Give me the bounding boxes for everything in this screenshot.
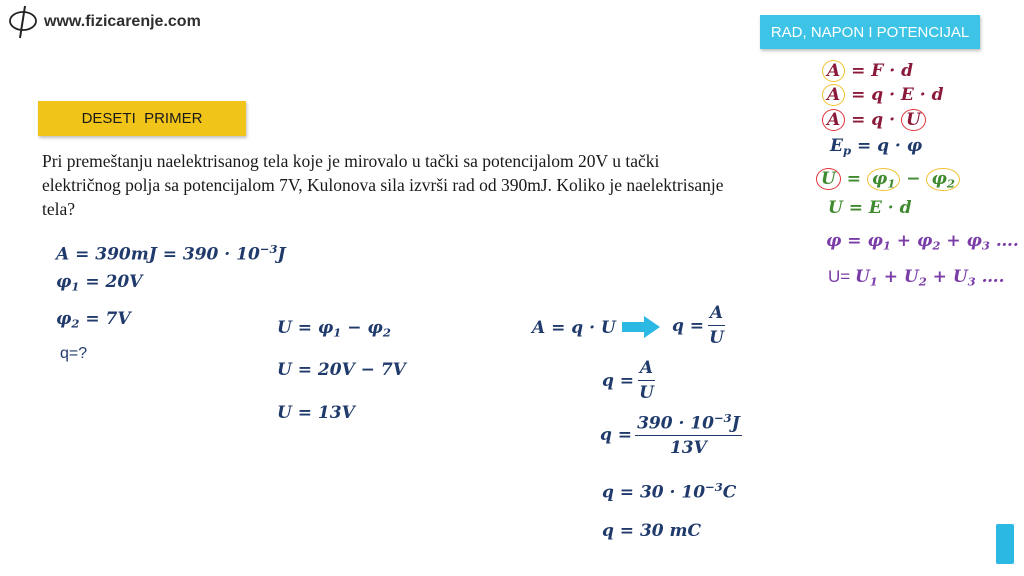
topic-badge-label: RAD, NAPON I POTENCIJAL bbox=[770, 23, 970, 41]
site-url[interactable]: www.fizicarenje.com bbox=[44, 13, 201, 30]
sidebar-formula-work-field: A = q · E · d bbox=[822, 84, 944, 106]
voltage-formula: $U = \varphi_1 - \varphi_2$ bbox=[277, 318, 391, 340]
voltage-result: U = 13V bbox=[277, 403, 355, 423]
sidebar-formula-potential-sum: $\varphi = \varphi_1 + \varphi_2 + \varphi_3$ …. bbox=[826, 231, 1019, 253]
sidebar-formula-potential-energy: $E_p = q \cdot \varphi$ bbox=[830, 136, 923, 158]
charge-result: q = 30 mC bbox=[602, 521, 702, 541]
example-badge-label: DESETI PRIMER bbox=[81, 110, 203, 127]
sidebar-formula-work-voltage: A = q · U bbox=[822, 109, 926, 131]
topic-badge bbox=[760, 15, 980, 49]
charge-step-3: $q = 30 \cdot 10^{-3}C$ bbox=[602, 480, 737, 503]
unknown-q: q=? bbox=[60, 345, 88, 362]
fizicarenje-logo bbox=[6, 4, 40, 40]
given-phi1: $\varphi_1 = 20V$ bbox=[56, 272, 143, 294]
example-badge bbox=[38, 101, 246, 136]
problem-text: Pri premeštanju naelektrisanog tela koje je mirovalo u tački sa potencijalom 20V u tački električnog polja sa potencijalom 7V, Kulonova sila izvrši rad od 390mJ. Koliko je naelektrisanje tela? bbox=[42, 151, 724, 219]
sidebar-formula-voltage-difference: $U = \varphi_1 - \varphi_2$ bbox=[816, 168, 960, 191]
site-header bbox=[6, 4, 201, 40]
sidebar-formula-voltage-field: U = E · d bbox=[828, 198, 912, 218]
work-formula: A = q · U bbox=[532, 318, 616, 338]
charge-step-1: q = $\frac{A}{U}$ bbox=[602, 358, 654, 403]
given-work: $A = 390mJ = 390 \cdot 10^{-3}J$ bbox=[56, 242, 286, 265]
side-tab[interactable] bbox=[996, 524, 1014, 564]
given-phi2: $\varphi_2 = 7V$ bbox=[56, 309, 131, 331]
voltage-substitution: U = 20V − 7V bbox=[277, 360, 406, 380]
right-arrow-icon bbox=[622, 316, 660, 338]
sidebar-formula-work-force: A = F · d bbox=[822, 60, 913, 82]
charge-step-2: q = $\frac{390 \cdot 10^{-3}J}{13V}$ bbox=[600, 411, 740, 459]
sidebar-formula-voltage-sum: $U= U_1 + U_2 + U_3$ …. bbox=[828, 267, 1005, 289]
charge-formula: q = $\frac{A}{U}$ bbox=[672, 303, 724, 348]
